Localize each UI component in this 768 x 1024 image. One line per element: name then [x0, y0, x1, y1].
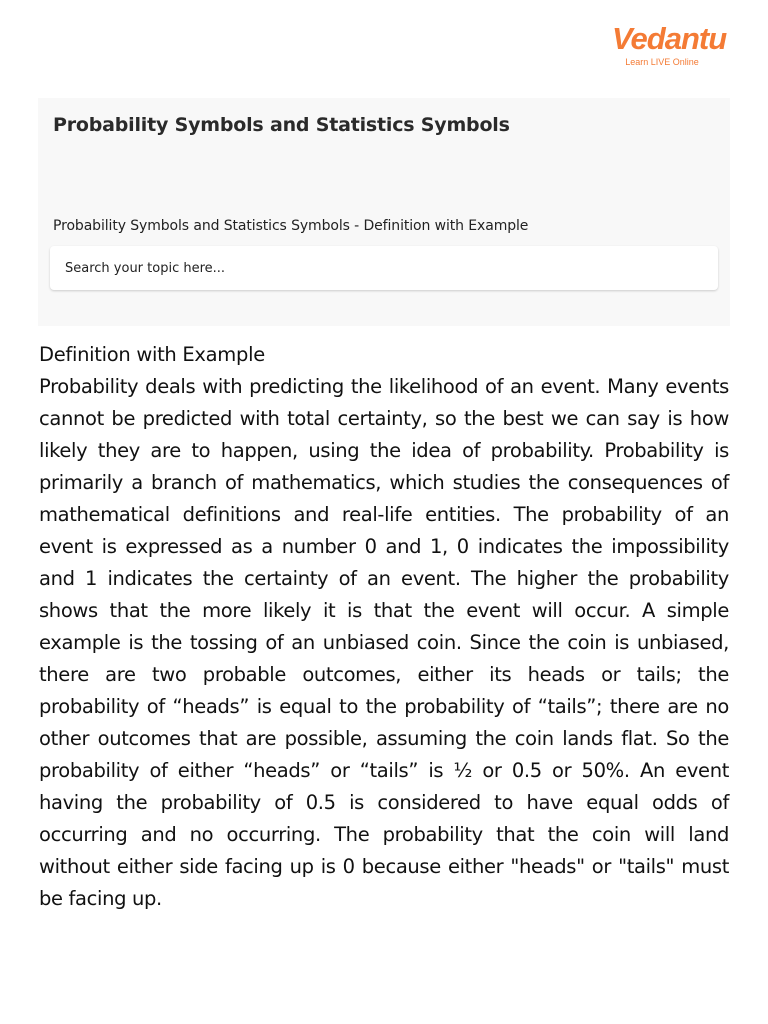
article-content	[39, 339, 729, 915]
logo-tagline: Learn LIVE Online	[625, 57, 699, 67]
search-input[interactable]	[50, 246, 718, 290]
page-title: Probability Symbols and Statistics Symbols	[53, 114, 510, 136]
logo-wordmark: Vedantu	[612, 21, 727, 56]
page-subtitle: Probability Symbols and Statistics Symbols - Definition with Example	[53, 218, 529, 234]
article-paragraph: Probability deals with predicting the likelihood of an event. Many events cannot be predicted with total certainty, so the best we can say is how likely they are to happen, using the idea of probability. Probability is primarily a branch of mathematics, which studies the consequences of mathematical definitions and real-life entities. The probability of an event is expressed as a number 0 and 1, 0 indicates the impossibility and 1 indicates the certainty of an event. The higher the probability shows that the more likely it is that the event will occur. A simple example is the tossing of an unbiased coin. Since the coin is unbiased, there are two probable outcomes, either its heads or tails; the probability of “heads” is equal to the probability of “tails”; there are no other outcomes that are possible, assuming the coin lands flat. So the probability of either “heads” or “tails” is ½ or 0.5 or 50%. An event having the probability of 0.5 is considered to have equal odds of occurring and no occurring. The probability that the coin will land without either side facing up is 0 because either "heads" or "tails" must be facing up.	[39, 375, 729, 910]
search-box	[50, 246, 718, 290]
vedantu-logo[interactable]	[612, 21, 727, 68]
page-header-banner	[38, 98, 730, 326]
section-heading: Definition with Example	[39, 343, 265, 366]
